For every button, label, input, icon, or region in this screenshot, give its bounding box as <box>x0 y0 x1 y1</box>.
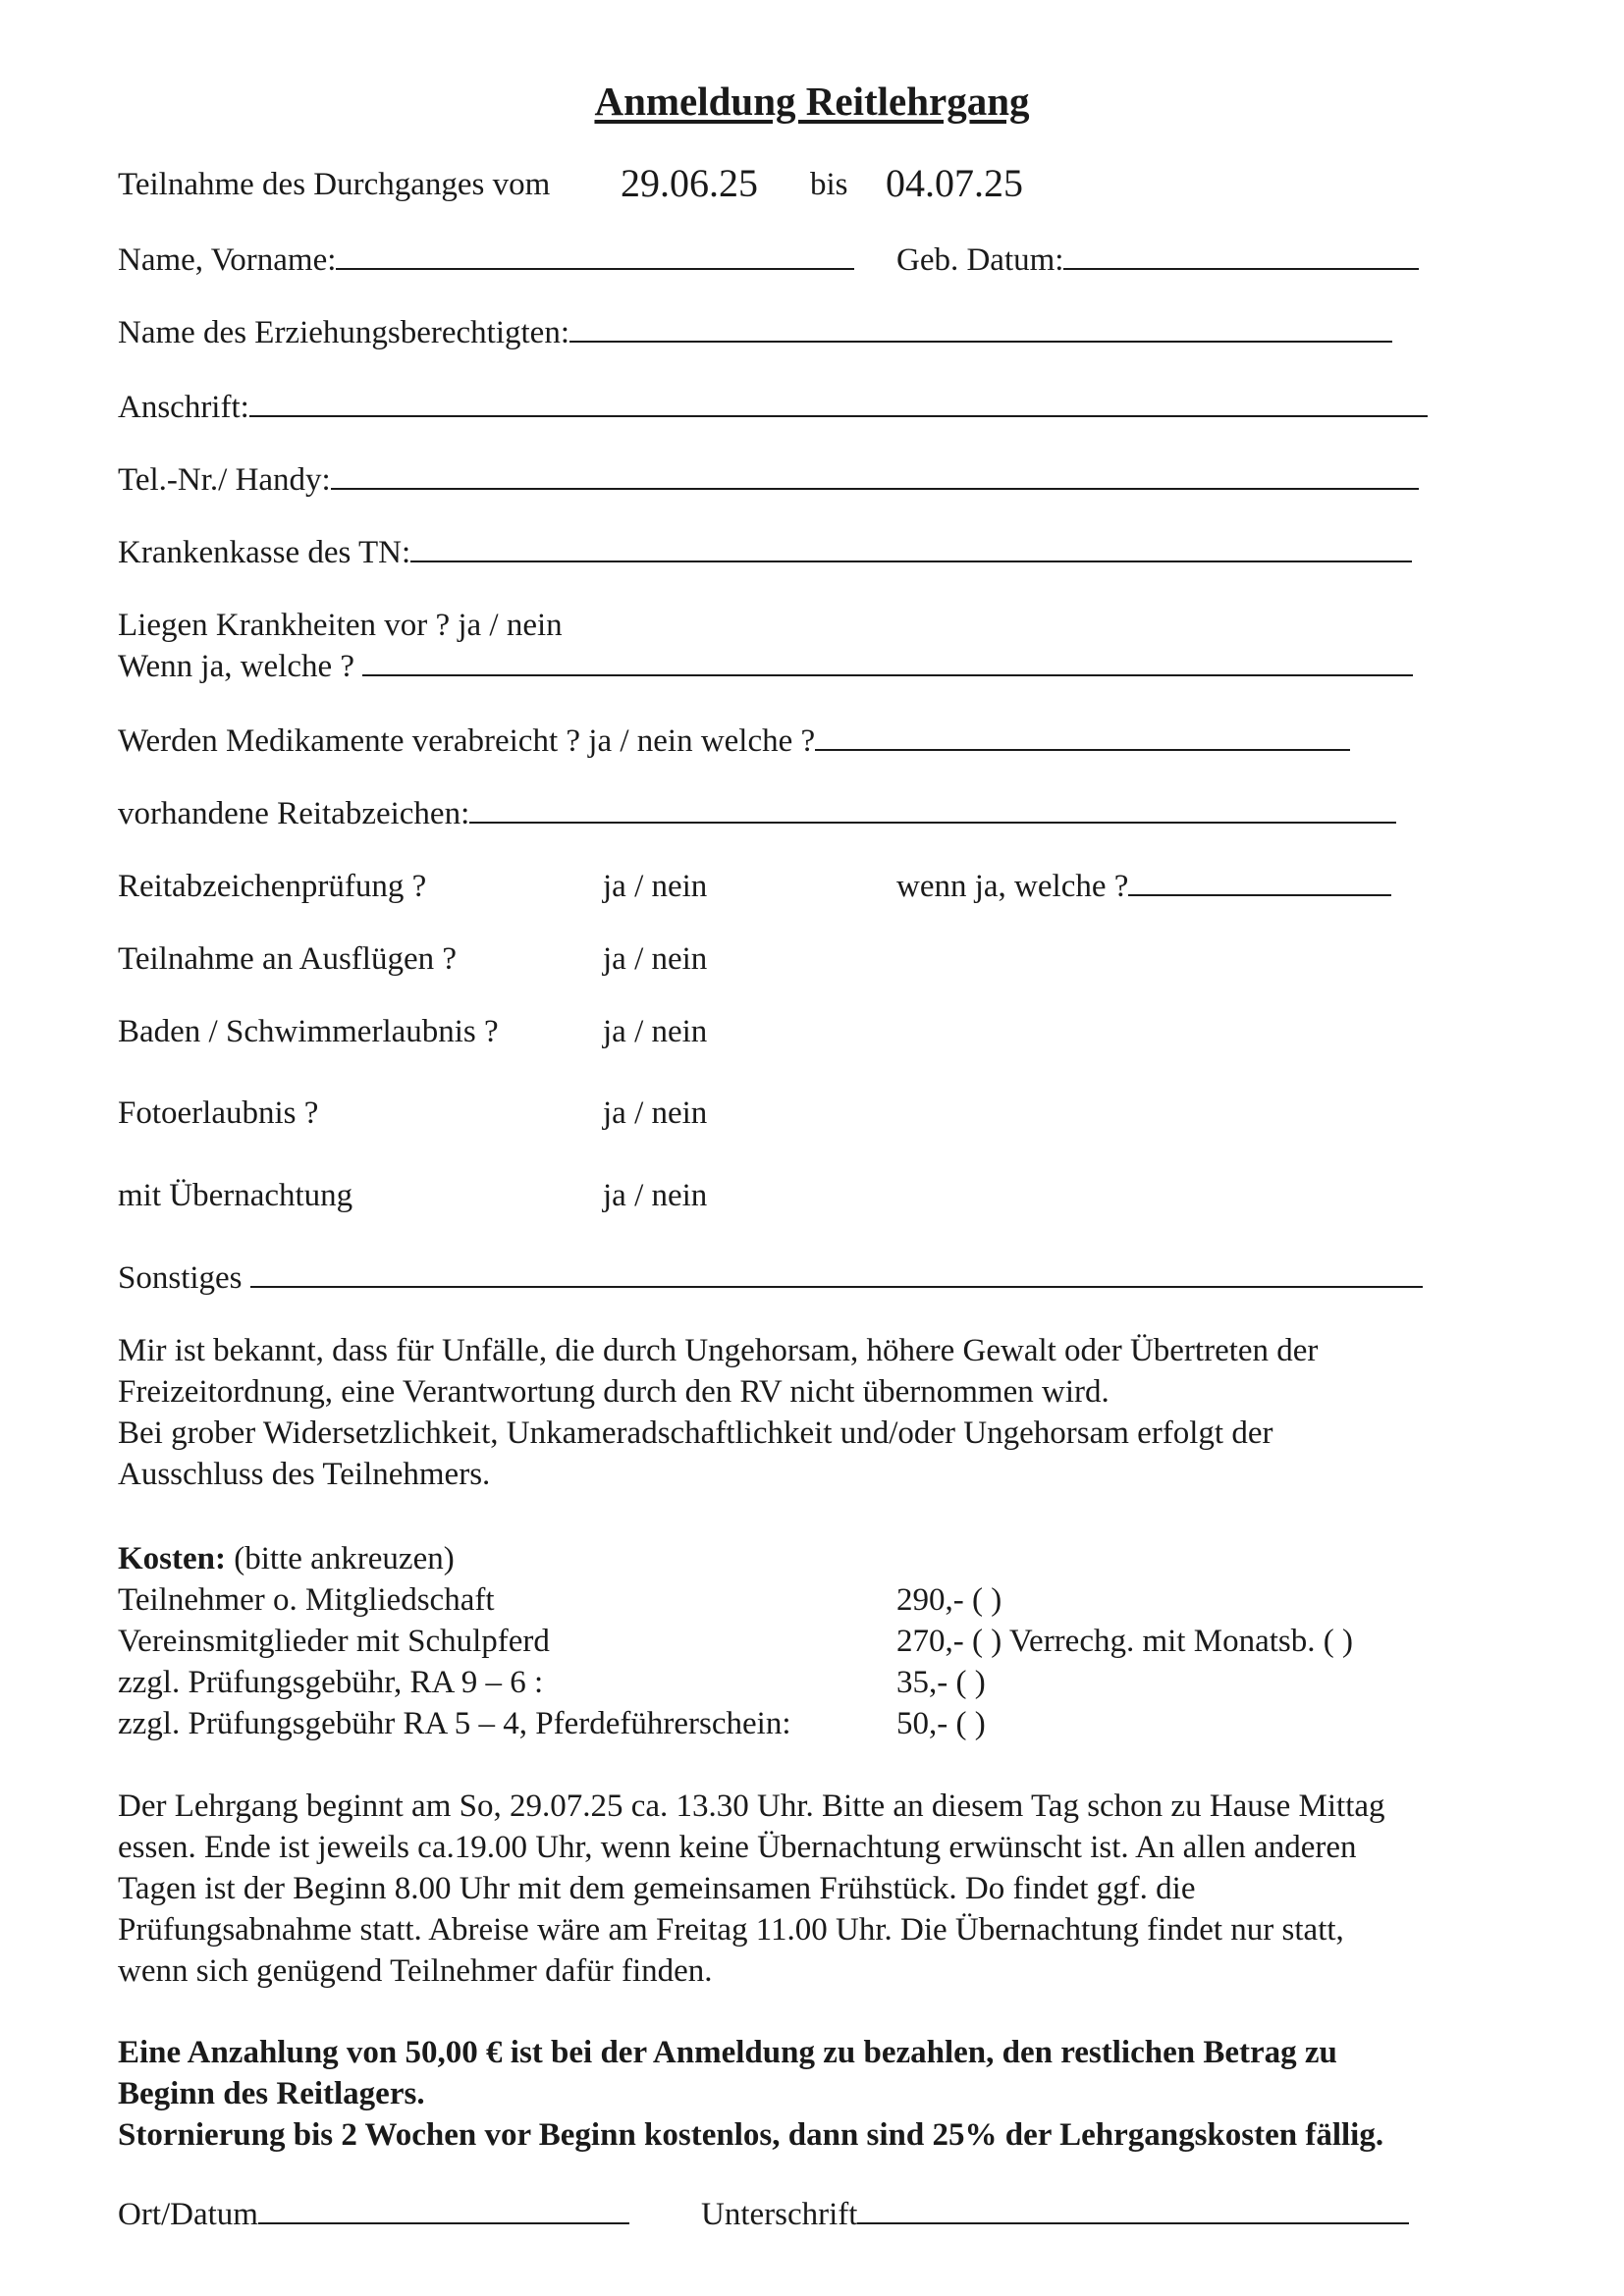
unterschrift-line[interactable] <box>857 2197 1409 2224</box>
ablauf-paragraph <box>118 1786 1532 1992</box>
paragraph-line: Bei grober Widersetzlichkeit, Unkameradschaftlichkeit und/oder Ungehorsam erfolgt der <box>118 1415 1273 1451</box>
kosten-row-price[interactable]: 270,- ( ) Verrechg. mit Monatsb. ( ) <box>896 1624 1353 1659</box>
kosten-row-label: zzgl. Prüfungsgebühr, RA 9 – 6 : <box>118 1665 544 1700</box>
erzieher-line[interactable] <box>569 315 1392 343</box>
question-label: Reitabzeichenprüfung ? <box>118 869 427 904</box>
name-field[interactable] <box>118 242 854 280</box>
medikamente-label: Werden Medikamente verabreicht ? ja / nein welche ? <box>118 723 816 759</box>
haftung-paragraph <box>118 1330 1532 1495</box>
geb-label: Geb. Datum: <box>896 242 1064 278</box>
kosten-heading: Kosten: <box>118 1541 226 1576</box>
question-label: Fotoerlaubnis ? <box>118 1095 319 1131</box>
sonstiges-label: Sonstiges <box>118 1260 243 1296</box>
anschrift-field[interactable] <box>118 390 1428 427</box>
question-answer[interactable]: ja / nein <box>603 1014 708 1049</box>
medikamente-field[interactable] <box>118 723 1350 761</box>
name-label: Name, Vorname: <box>118 242 337 278</box>
question-answer[interactable]: ja / nein <box>603 1095 708 1131</box>
wenn-ja-label: Wenn ja, welche ? <box>118 649 355 684</box>
tel-line[interactable] <box>331 462 1419 490</box>
sonstiges-line[interactable] <box>250 1260 1423 1288</box>
anschrift-line[interactable] <box>249 390 1428 417</box>
kosten-row-price[interactable]: 290,- ( ) <box>896 1582 1002 1618</box>
wenn-ja-field[interactable] <box>118 649 1413 686</box>
paragraph-line: Ausschluss des Teilnehmers. <box>118 1457 491 1492</box>
kosten-row-label: Teilnehmer o. Mitgliedschaft <box>118 1582 495 1618</box>
erzieher-label: Name des Erziehungsberechtigten: <box>118 315 569 350</box>
question-label: mit Übernachtung <box>118 1178 353 1213</box>
ort-datum-line[interactable] <box>258 2197 629 2224</box>
paragraph-line: wenn sich genügend Teilnehmer dafür finden. <box>118 1953 713 1989</box>
unterschrift-label: Unterschrift <box>701 2197 858 2232</box>
kosten-row-label: Vereinsmitglieder mit Schulpferd <box>118 1624 550 1659</box>
paragraph-line: Prüfungsabnahme statt. Abreise wäre am Freitag 11.00 Uhr. Die Übernachtung findet nur statt, <box>118 1912 1344 1948</box>
question-answer[interactable]: ja / nein <box>603 869 708 904</box>
geb-line[interactable] <box>1063 242 1419 270</box>
reitabzeichen-label: vorhandene Reitabzeichen: <box>118 796 470 831</box>
reitabzeichen-line[interactable] <box>469 796 1396 824</box>
kosten-heading-line <box>118 1541 455 1578</box>
geb-field[interactable] <box>896 242 1419 280</box>
krankheiten-question: Liegen Krankheiten vor ? ja / nein <box>118 608 563 643</box>
question-label: Baden / Schwimmerlaubnis ? <box>118 1014 499 1049</box>
reitabzeichen-welche-field[interactable] <box>896 869 1391 906</box>
anschrift-label: Anschrift: <box>118 390 249 425</box>
question-extra-line[interactable] <box>1128 869 1391 896</box>
reitabzeichen-field[interactable] <box>118 796 1396 833</box>
paragraph-line: Freizeitordnung, eine Verantwortung durch den RV nicht übernommen wird. <box>118 1374 1110 1410</box>
question-extra-label: wenn ja, welche ? <box>896 869 1129 904</box>
date-from: 29.06.25 <box>621 161 758 205</box>
paragraph-line: Beginn des Reitlagers. <box>118 2076 425 2111</box>
paragraph-line: Stornierung bis 2 Wochen vor Beginn kostenlos, dann sind 25% der Lehrgangskosten fällig. <box>118 2117 1384 2153</box>
paragraph-line: Tagen ist der Beginn 8.00 Uhr mit dem gemeinsamen Frühstück. Do findet ggf. die <box>118 1871 1196 1906</box>
krankenkasse-line[interactable] <box>410 535 1412 562</box>
date-to: 04.07.25 <box>886 161 1023 205</box>
erzieher-field[interactable] <box>118 315 1392 352</box>
question-answer[interactable]: ja / nein <box>603 1178 708 1213</box>
kosten-row-label: zzgl. Prüfungsgebühr RA 5 – 4, Pferdeführerschein: <box>118 1706 791 1741</box>
paragraph-line: Mir ist bekannt, dass für Unfälle, die durch Ungehorsam, höhere Gewalt oder Übertreten der <box>118 1333 1319 1368</box>
name-line[interactable] <box>336 242 854 270</box>
teilnahme-label: Teilnahme des Durchganges vom <box>118 167 551 202</box>
paragraph-line: Eine Anzahlung von 50,00 € ist bei der Anmeldung zu bezahlen, den restlichen Betrag zu <box>118 2035 1337 2070</box>
ort-datum-field[interactable] <box>118 2197 629 2234</box>
tel-label: Tel.-Nr./ Handy: <box>118 462 331 498</box>
teilnahme-line <box>118 167 550 204</box>
wenn-ja-line[interactable] <box>362 649 1413 676</box>
ort-datum-label: Ort/Datum <box>118 2197 258 2232</box>
page-title: Anmeldung Reitlehrgang <box>594 79 1030 124</box>
krankenkasse-label: Krankenkasse des TN: <box>118 535 411 570</box>
tel-field[interactable] <box>118 462 1419 500</box>
question-answer[interactable]: ja / nein <box>603 941 708 977</box>
date-bis: bis <box>810 167 848 202</box>
paragraph-line: Der Lehrgang beginnt am So, 29.07.25 ca. 13.30 Uhr. Bitte an diesem Tag schon zu Hause Mittag <box>118 1789 1385 1824</box>
zahlung-paragraph <box>118 2032 1532 2156</box>
paragraph-line: essen. Ende ist jeweils ca.19.00 Uhr, wenn keine Übernachtung erwünscht ist. An allen anderen <box>118 1830 1357 1865</box>
kosten-row-price[interactable]: 35,- ( ) <box>896 1665 986 1700</box>
unterschrift-field[interactable] <box>701 2197 1409 2234</box>
medikamente-line[interactable] <box>815 723 1350 751</box>
sonstiges-field[interactable] <box>118 1260 1423 1298</box>
kosten-row-price[interactable]: 50,- ( ) <box>896 1706 986 1741</box>
krankenkasse-field[interactable] <box>118 535 1412 572</box>
question-label: Teilnahme an Ausflügen ? <box>118 941 458 977</box>
kosten-hint: (bitte ankreuzen) <box>234 1541 455 1576</box>
